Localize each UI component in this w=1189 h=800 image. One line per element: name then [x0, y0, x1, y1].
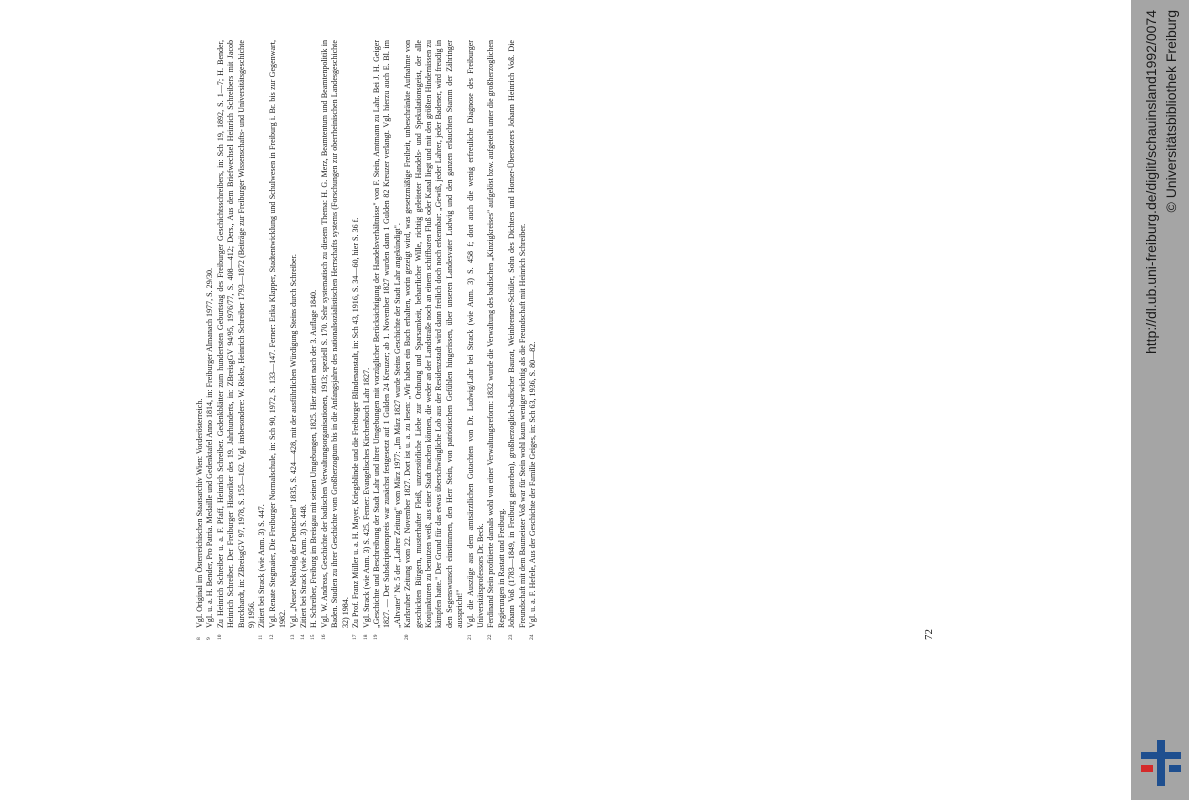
footnote: [289, 40, 299, 640]
footnote-text: Vgl. die Auszüge aus dem amtsärztlichen Gutachten von Dr. Ludwig/Lahr bei Strack (wie Anm. 3) S. 458 f; dort auch die wenig erfreuliche Diagnose des Freiburger Universitätsprofessors Dr. Beck.: [465, 40, 485, 628]
footnote: [507, 40, 528, 640]
copyright-text: © Universitätsbibliothek Freiburg: [1163, 10, 1179, 213]
sidebar: [1131, 0, 1189, 800]
footnote-text: Vgl. Strack (wie Anm. 3) S. 425. Ferner: Evangelisches Kirchenbuch Lahr 1827.: [361, 367, 371, 628]
footnote-text: Zitiert bei Strack (wie Anm. 3) S. 447.: [257, 504, 267, 628]
footnote-text: Vgl. u. a. F. Hefele, Aus der Geschichte der Familie Geiges, in: Sch 63, 1936, S. 80—82.: [528, 341, 537, 628]
footnote: [309, 40, 319, 640]
footnote-text: Zitiert bei Strack (wie Anm. 3) S. 448.: [299, 504, 309, 628]
footnote-text: Johann Voß (1783—1849, in Freiburg gestorben), großherzoglich-badischer Baurat, Weinbrenner-Schüler, Sohn des Dichters und Homer-Übersetzers Johann Heinrich Voß. Die Freundschaft mit dem Baumeister Voß war für Stein wohl kaum weniger wichtig als die Freundschaft mit Heinrich Schreiber.: [507, 40, 527, 628]
logo-bar-right: [1169, 765, 1181, 772]
footnote-number: 15: [310, 634, 317, 640]
footnote-number: 9: [206, 637, 213, 640]
ub-freiburg-logo-icon: [1141, 738, 1181, 788]
footnote: [216, 40, 258, 640]
footnote-text: Vgl. „Neuer Nekrolog der Deutschen" 1835, S. 424—428, mit der ausführlichen Würdigung Steins durch Schreiber.: [288, 254, 298, 628]
footnote-number: 24: [529, 634, 535, 640]
footnote-number: 11: [258, 634, 265, 640]
footnote-number: 23: [508, 634, 515, 640]
footnote-number: 18: [362, 634, 369, 640]
footnote-number: 8: [196, 637, 202, 640]
footnote-text: Vgl. Renate Stegmaier, Die Freiburger Normalschule, in: Sch 90, 1972, S. 133—147. Ferner: Erika Klapper, Stadtentwicklung und Schulwesen in Freiburg i. Br. bis zur Gegenwart, 1982.: [267, 40, 288, 628]
footnote-text: Zu Prof. Franz Müller u. a. H. Mayer, Kriegsblinde und die Freiburger Blindenanstalt, in: Sch 43, 1916, S. 34—60, hier S. 36 f.: [351, 217, 361, 628]
footnote-number: 21: [466, 634, 473, 640]
footnote-number: 13: [289, 634, 296, 640]
footnote-number: 22: [487, 634, 494, 640]
footnote: [403, 40, 465, 640]
footnote: [268, 40, 289, 640]
footnote: [528, 40, 538, 640]
footnote: [257, 40, 267, 640]
footnote-number: 19: [372, 634, 379, 640]
source-url[interactable]: http://dl.ub.uni-freiburg.de/diglit/schauinsland1992/0074: [1143, 10, 1159, 355]
footnote: [466, 40, 487, 640]
footnote: [486, 40, 507, 640]
sidebar-caption: [1141, 10, 1181, 790]
footnote-text: Vgl. u. a. H. Bender, Pro Patria. Medaille und Gedenktafel Anno 1814, in: Freiburger Almanach 1977, S. 29/30.: [205, 267, 215, 628]
scanned-page: [195, 30, 935, 640]
footnote-number: 20: [404, 634, 411, 640]
footnote: [372, 40, 403, 640]
footnote-text: Vgl. W. Andreas, Geschichte der badischen Verwaltungsorganisationen, 1913; speziell S. 170. Sehr systematisch zu diesem Thema: H. G. Merz, Beamtentum und Beamtenpolitik in Baden. Studien zu ihrer Geschichte vom Großherzogtum bis in die Anfangsjahre des nationalsozialistischen Herrschafts systems (Forschungen zur oberrheinischen Landesgeschichte 32) 1984.: [319, 40, 350, 628]
footnote: [195, 40, 205, 640]
page-number: 72: [923, 629, 935, 640]
logo-bar-red: [1141, 765, 1153, 772]
footnote: [205, 40, 215, 640]
footnote: [362, 40, 372, 640]
footnote-text: H. Schreiber, Freiburg im Breisgau mit seinen Umgebungen, 1825. Hier zitiert nach der 3. Auflage 1840.: [309, 289, 319, 628]
logo-bar-mid: [1157, 740, 1165, 786]
footnotes: [195, 40, 538, 640]
footnote: [351, 40, 361, 640]
footnote-text: Karlsruher Zeitung vom 22. November 1827. Dort ist u. a. zu lesen: „Wir haben ein Buch erhalten, worin gezeigt wird, was gesetzmäßige Freiheit, unbeschränkte Aufnahme von geschickten Bürgern, musterhafter Fleiß, unzerstörliche Liebe zur Ordnung und Sparsamkeit, beharrlicher Wille, richtig geleiteter Handels- und Spekulationsgeist, der alle Konjunkturen zu benutzen weiß, aus einer Stadt machen können, die weder an der Landstraße noch an einem schiffbaren Fluß oder Kanal liegt und mit den größten Hindernissen zu kämpfen hatte." Der Grund für das etwas überschwängliche Lob aus der Residenzstadt wird dann freilich doch noch erkennbar: „Gewiß, jeder Lahrer, jeder Badener, wird freudig in den Segenswunsch einstimmen, den Herr Stein, von patriotischen Gefühlen hingerissen, über unseren Landesvater Ludwig und den ganzen erlauchten Stamm der Zähringer ausspricht!": [403, 40, 465, 628]
footnote: [299, 40, 309, 640]
footnote-text: Vgl. Original im Österreichischen Staatsarchiv Wien: Vorderösterreich.: [195, 398, 204, 628]
footnote-text: Ferdinand Stein profitierte damals wohl von einer Verwaltungsreform: 1832 wurde die Verwaltung des badischen „Kinzigkreises" aufgelöst bzw. aufgeteilt unter die großherzoglichen Regierungen in Rastatt und Freiburg.: [486, 40, 506, 628]
footnote-number: 10: [216, 634, 223, 640]
footnote-number: 17: [352, 634, 359, 640]
footnote-text: Zu Heinrich Schreiber u. a. F. Pfaff, Heinrich Schreiber. Gedenkblätter zum hundertsten Geburtstag des Freiburger Geschichtsschreibers, in: Sch 19, 1892, S. 1—7; H. Bender, Heinrich Schreiber. Der Freiburger Historiker des 19. Jahrhunderts, in: ZBreisgGV 94/95, 1976/77, S. 408—412; Ders., Aus dem Briefwechsel Heinrich Schreibers mit Jacob Burckhardt, in: ZBreisgGV 97, 1978, S. 155—162. Vgl. insbesondere: W. Rieke, Heinrich Schreiber 1793—1872 (Beiträge zur Freiburger Wissenschafts- und Universitätsgeschichte 9) 1956.: [215, 40, 257, 628]
footnote-number: 16: [320, 634, 327, 640]
footnote-number: 14: [300, 634, 307, 640]
footnote-text: „Geschichte und Beschreibung der Stadt Lahr und ihrer Umgebungen mit vorzüglicher Berücksichtigung der Handelsverhältnisse" von F. Stein, Amtmann zu Lahr. Bei J. H. Geiger 1827. — Der Subskriptionspreis war zunächst festgesetzt auf 1 Gulden 24 Kreuzer; ab 1. November 1827 wurden dann 1 Gulden 82 Kreuzer verlangt. Vgl. hierzu auch E. Bl. im „Altvater" Nr. 5 der „Lahrer Zeitung" vom März 1977: „Im März 1827 wurde Steins Geschichte der Stadt Lahr angekündigt".: [371, 40, 402, 628]
footnote: [320, 40, 351, 640]
footnote-number: 12: [268, 634, 275, 640]
